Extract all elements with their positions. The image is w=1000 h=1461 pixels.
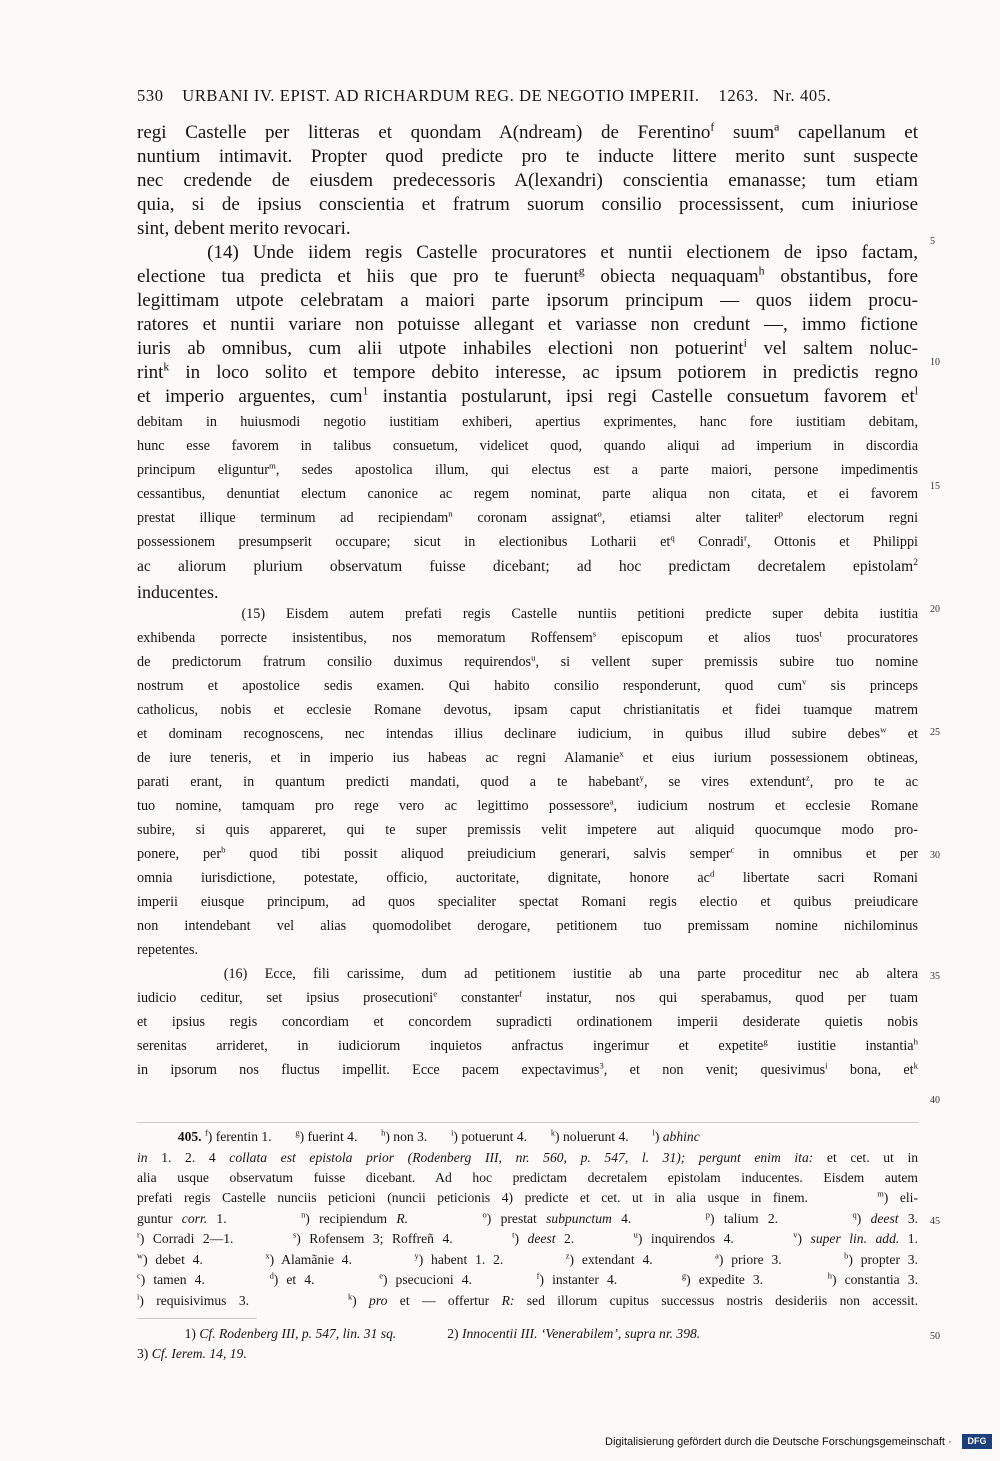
running-header: [137, 86, 867, 106]
body-line: rint$^k$ in loco solito et tempore debito interesse, ac ipsum potiorem in predictis regno: [137, 360, 918, 383]
footnote-separator: [137, 1122, 918, 1123]
body-line: parati erant, in quantum predicti mandati, quod a te habebant$^y$, se vires extendunt$^z$, pro te ac: [137, 772, 918, 790]
body-line: (14) Unde iidem regis Castelle procuratores et nuntii electionem de ipso factam,: [137, 242, 918, 263]
margin-line-number: 20: [930, 604, 940, 615]
body-line: (16) Ecce, fili carissime, dum ad petitionem iustitie ab una parte proceditur nec ab altera: [137, 966, 918, 982]
body-line: ratores et nuntii variare non potuisse allegant et variasse non credunt —, immo fictione: [137, 314, 918, 335]
body-line: principum eliguntur$^m$, sedes apostolica illum, qui electus est a parte maiori, persone impedimentis: [137, 460, 918, 478]
running-title: URBANI IV. EPIST. AD RICHARDUM REG. DE NEGOTIO IMPERII.: [182, 86, 700, 105]
margin-line-number: 50: [930, 1331, 940, 1342]
body-line: debitam in huiusmodi negotio iustitiam exhiberi, apertius exprimentes, hanc fore iustitiam debitam,: [137, 414, 918, 430]
body-line: prestat illique terminum ad recipiendam$^n$ coronam assignat$^o$, etiamsi alter taliter$^p$ electorum regni: [137, 508, 919, 526]
body-line: nec credende de eiusdem predecessoris A(lexandri) conscientia emanasse; tum etiam: [137, 170, 918, 191]
dfg-logo: DFG: [962, 1434, 992, 1449]
body-line: ponere, per$^b$ quod tibi possit aliquod preiudicium generari, salvis semper$^c$ in omnibus et per: [137, 844, 919, 862]
digitization-credit: Digitalisierung gefördert durch die Deutsche Forschungsgemeinschaft ·: [605, 1436, 952, 1448]
body-line: exhibenda porrecte insistentibus, nos memoratum Roffensem$^s$ episcopum et alios tuos$^t$ procuratores: [137, 628, 918, 646]
source-note-line: 3) Cf. Ierem. 14, 19.: [137, 1346, 247, 1361]
body-line: serenitas arrideret, in iudiciorum inquietos anfractus ingerimur et expetite$^g$ iustitie instantia$^h$: [137, 1036, 918, 1054]
variant-note-line: $^i$) requisivimus 3. $^k$) pro et — offertur R: sed illorum cupitus successus nostris desideriis non accessit.: [137, 1291, 918, 1308]
body-line: electione tua predicta et hiis que pro te fuerunt$^g$ obiecta nequaquam$^h$ obstantibus, fore: [137, 264, 919, 287]
margin-line-number: 25: [930, 727, 940, 738]
body-line: de iure teneris, et in imperio ius habeas ac regni Alamanie$^x$ et eius iurium possessionem obtineas,: [137, 748, 918, 766]
margin-line-number: 35: [930, 971, 940, 982]
variant-note-line: in 1. 2. 4 collata est epistola prior (Rodenberg III, nr. 560, p. 547, l. 31); pergunt enim ita: et cet. ut in: [137, 1150, 919, 1165]
variant-note-line: $^r$) Corradi 2—1. $^s$) Rofensem 3; Roffreñ 4. $^t$) deest 2. $^u$) inquirendos 4. $^v$) super lin. add. 1.: [137, 1229, 918, 1246]
variant-note-line: alia usque observatum fuisse dicebant. Ad hoc predictam decretalem epistolam inducentes. Eisdem autem: [137, 1170, 918, 1185]
body-line: nostrum et apostolice sedis examen. Qui habito consilio responderunt, quod cum$^v$ sis princeps: [137, 676, 918, 694]
body-line: quia, si de ipsius conscientia et fratrum suorum consilio processissent, cum iniuriose: [137, 194, 918, 215]
body-line: regi Castelle per litteras et quondam A(ndream) de Ferentino$^f$ suum$^a$ capellanum et: [137, 120, 918, 143]
margin-line-number: 45: [930, 1216, 940, 1227]
margin-line-number: 30: [930, 850, 940, 861]
body-line: catholicus, nobis et ecclesie Romane devotus, ipsam caput christianitatis et fidei tuamque matrem: [137, 702, 918, 718]
body-line: nuntium intimavit. Propter quod predicte pro te inducte littere merito sunt suspecte: [137, 146, 918, 167]
body-line: et dominam recognoscens, nec intendas illius declinare iudicium, in quibus illud subire debes$^w$ et: [137, 724, 918, 742]
margin-line-number: 5: [930, 236, 935, 247]
variant-note-line: guntur corr. 1. $^n$) recipiendum R. $^o$) prestat subpunctum 4. $^p$) talium 2. $^q$) deest 3.: [137, 1209, 919, 1226]
body-line: possessionem presumpserit occupare; sicut in electionibus Lotharii $et^q$ Conradi$^r$, Ottonis et Philippi: [137, 532, 918, 550]
header-year: 1263.: [718, 86, 759, 105]
body-line: in ipsorum nos fluctus impellit. Ecce pacem expectavimus$^3$, et non venit; quesivimus$^i$ bona, $et^k$: [137, 1060, 918, 1078]
margin-line-number: 40: [930, 1095, 940, 1106]
body-line: et imperio arguentes, cum$^1$ instantia postularunt, ipsi regi Castelle consuetum favorem $et^l$: [137, 384, 919, 407]
body-line: sint, debent merito revocari.: [137, 218, 351, 239]
body-line: ac aliorum plurium observatum fuisse dicebant; ad hoc predictam decretalem epistolam$^2$: [137, 556, 918, 575]
margin-line-number: 15: [930, 481, 940, 492]
body-line: non intendebant vel alias quomodolibet derogare, petitionem tuo premissam nomine nichilominus: [137, 918, 918, 934]
body-line: imperii eiusque principum, ad quos specialiter spectat Romani regis electio et quibus preiudicare: [137, 894, 918, 910]
body-line: inducentes.: [137, 582, 219, 602]
body-line: iuris ab omnibus, cum alii utpote inhabiles electioni non potuerint$^i$ vel saltem noluc-: [137, 336, 918, 359]
page-number: 530: [137, 86, 164, 105]
source-note-separator: [137, 1318, 257, 1319]
body-line: legittimam utpote celebratam a maiori parte ipsorum principum — quos iidem procu-: [137, 290, 918, 311]
body-line: subire, si quis appareret, qui te super premissis velit impetere aut aliquid quocumque modo pro-: [137, 822, 918, 838]
body-line: hunc esse favorem in talibus consuetum, videlicet quod, quando aliqui ad imperium in discordia: [137, 438, 918, 454]
body-line: omnia iurisdictione, potestate, officio, auctoritate, dignitate, honore $ac^d$ libertate sacri Romani: [137, 868, 918, 886]
variant-note-line: 405. $^f$) ferentin 1. $^g$) fuerint 4. $^h$) non 3. $^i$) potuerunt 4. $^k$) noluerunt 4. $^l$) abhinc: [177, 1127, 700, 1144]
body-line: iudicio ceditur, set ipsius prosecutioni$^e$ constanter$^f$ instatur, nos qui sperabamus, quod per tuam: [137, 988, 918, 1006]
source-note-line: 1) Cf. Rodenberg III, p. 547, lin. 31 sq. 2) Innocentii III. ‘Venerabilem’, supra nr. 398.: [137, 1326, 701, 1341]
body-line: et ipsius regis concordiam et concordem supradicti ordinationem imperii desiderate quietis nobis: [137, 1014, 918, 1030]
variant-note-line: prefati regis Castelle nunciis peticioni (nuncii peticionis 4) predicte et cet. ut in alia usque in finem. $^m$) eli-: [137, 1188, 918, 1205]
body-line: cessantibus, denuntiat electum canonice ac regem nominat, parte aliqua non citata, et ei favorem: [137, 486, 918, 502]
margin-line-number: 10: [930, 357, 940, 368]
variant-note-line: $^w$) debet 4. $^x$) Alamãnie 4. $^y$) habent 1. 2. $^z$) extendant 4. $^a$) priore 3. $^b$) propter 3.: [137, 1250, 918, 1267]
variant-note-line: $^c$) tamen 4. $^d$) et 4. $^e$) psecucioni 4. $^f$) instanter 4. $^g$) expedite 3. $^h$) constantia 3.: [137, 1270, 918, 1287]
body-line: tuo nomine, tamquam pro rege vero ac legittimo possessore$^a$, iudicium nostrum et ecclesie Romane: [137, 796, 918, 814]
body-line: de predictorum fratrum consilio duximus requirendos$^u$, si vellent super premissis subire tuo nomine: [137, 652, 918, 670]
letter-number: Nr. 405.: [772, 86, 832, 105]
body-line: (15) Eisdem autem prefati regis Castelle nuntiis petitioni predicte super debita iustitia: [137, 606, 918, 622]
body-line: repetentes.: [137, 942, 199, 958]
